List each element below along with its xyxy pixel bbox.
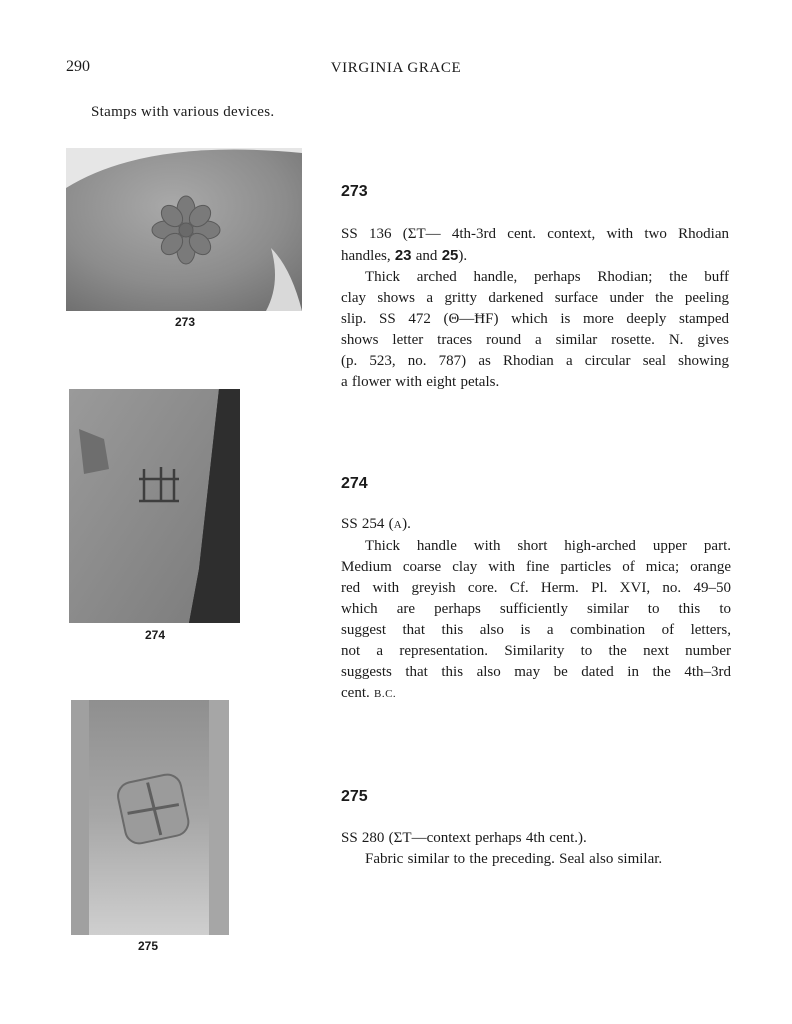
entry-274-body-line: Medium coarse clay with fine particles of mica; orange [341, 559, 731, 575]
entry-274-body-line: suggest that this also is a combination of letters, [341, 622, 731, 638]
section-intro: Stamps with various devices. [91, 104, 275, 120]
entry-number-273: 273 [341, 183, 368, 200]
entry-number-275: 275 [341, 788, 368, 805]
entry-273-body-line: (p. 523, no. 787) as Rhodian a circular seal showing [341, 353, 729, 369]
entry-number-274: 274 [341, 475, 368, 492]
entry-274-body-line: not a representation. Similarity to the next number [341, 643, 731, 659]
entry-274-text [341, 514, 731, 705]
figure-caption-275: 275 [137, 939, 159, 953]
figure-caption-273: 273 [174, 315, 196, 329]
entry-273-reference-line-2: handles, 23 and 25). [341, 247, 468, 264]
running-title: VIRGINIA GRACE [330, 60, 462, 76]
entry-274-body-line: red with greyish core. Cf. Herm. Pl. XVI, no. 49–50 [341, 580, 731, 596]
rosette-stamp-photo [66, 148, 302, 311]
entry-273-body-line: shows letter traces round a similar rosette. N. gives [341, 332, 729, 348]
entry-273-body-line: slip. SS 472 (Θ—ĦF) which is more deeply stamped [341, 311, 729, 327]
entry-274-body-line: cent. B.C. [341, 685, 397, 701]
entry-273-body-line: clay shows a gritty darkened surface under the peeling [341, 290, 729, 306]
entry-275-body-line: Fabric similar to the preceding. Seal also similar. [365, 851, 663, 867]
figure-caption-274: 274 [144, 628, 166, 642]
entry-274-reference-line: SS 254 (A). [341, 516, 411, 532]
entry-273-reference-line: SS 136 (ΣT— 4th-3rd cent. context, with two Rhodian [341, 226, 729, 242]
entry-273-body-line: a flower with eight petals. [341, 374, 500, 390]
handle-ref-23: 23 [394, 247, 412, 264]
letter-stamp-photo [69, 389, 240, 623]
page-number: 290 [66, 58, 90, 75]
cross-seal-photo [71, 700, 229, 935]
entry-273-body-line: Thick arched handle, perhaps Rhodian; the buff [365, 269, 729, 285]
entry-275-text [341, 828, 733, 870]
handle-ref-25: 25 [441, 247, 459, 264]
entry-274-body-line: suggests that this also may be dated in the 4th–3rd [341, 664, 731, 680]
entry-273-text [341, 224, 729, 393]
entry-274-body-line: Thick handle with short high-arched upper part. [365, 538, 731, 554]
entry-275-reference-line: SS 280 (ΣT—context perhaps 4th cent.). [341, 830, 587, 846]
entry-274-body-line: which are perhaps sufficiently similar to this to [341, 601, 731, 617]
